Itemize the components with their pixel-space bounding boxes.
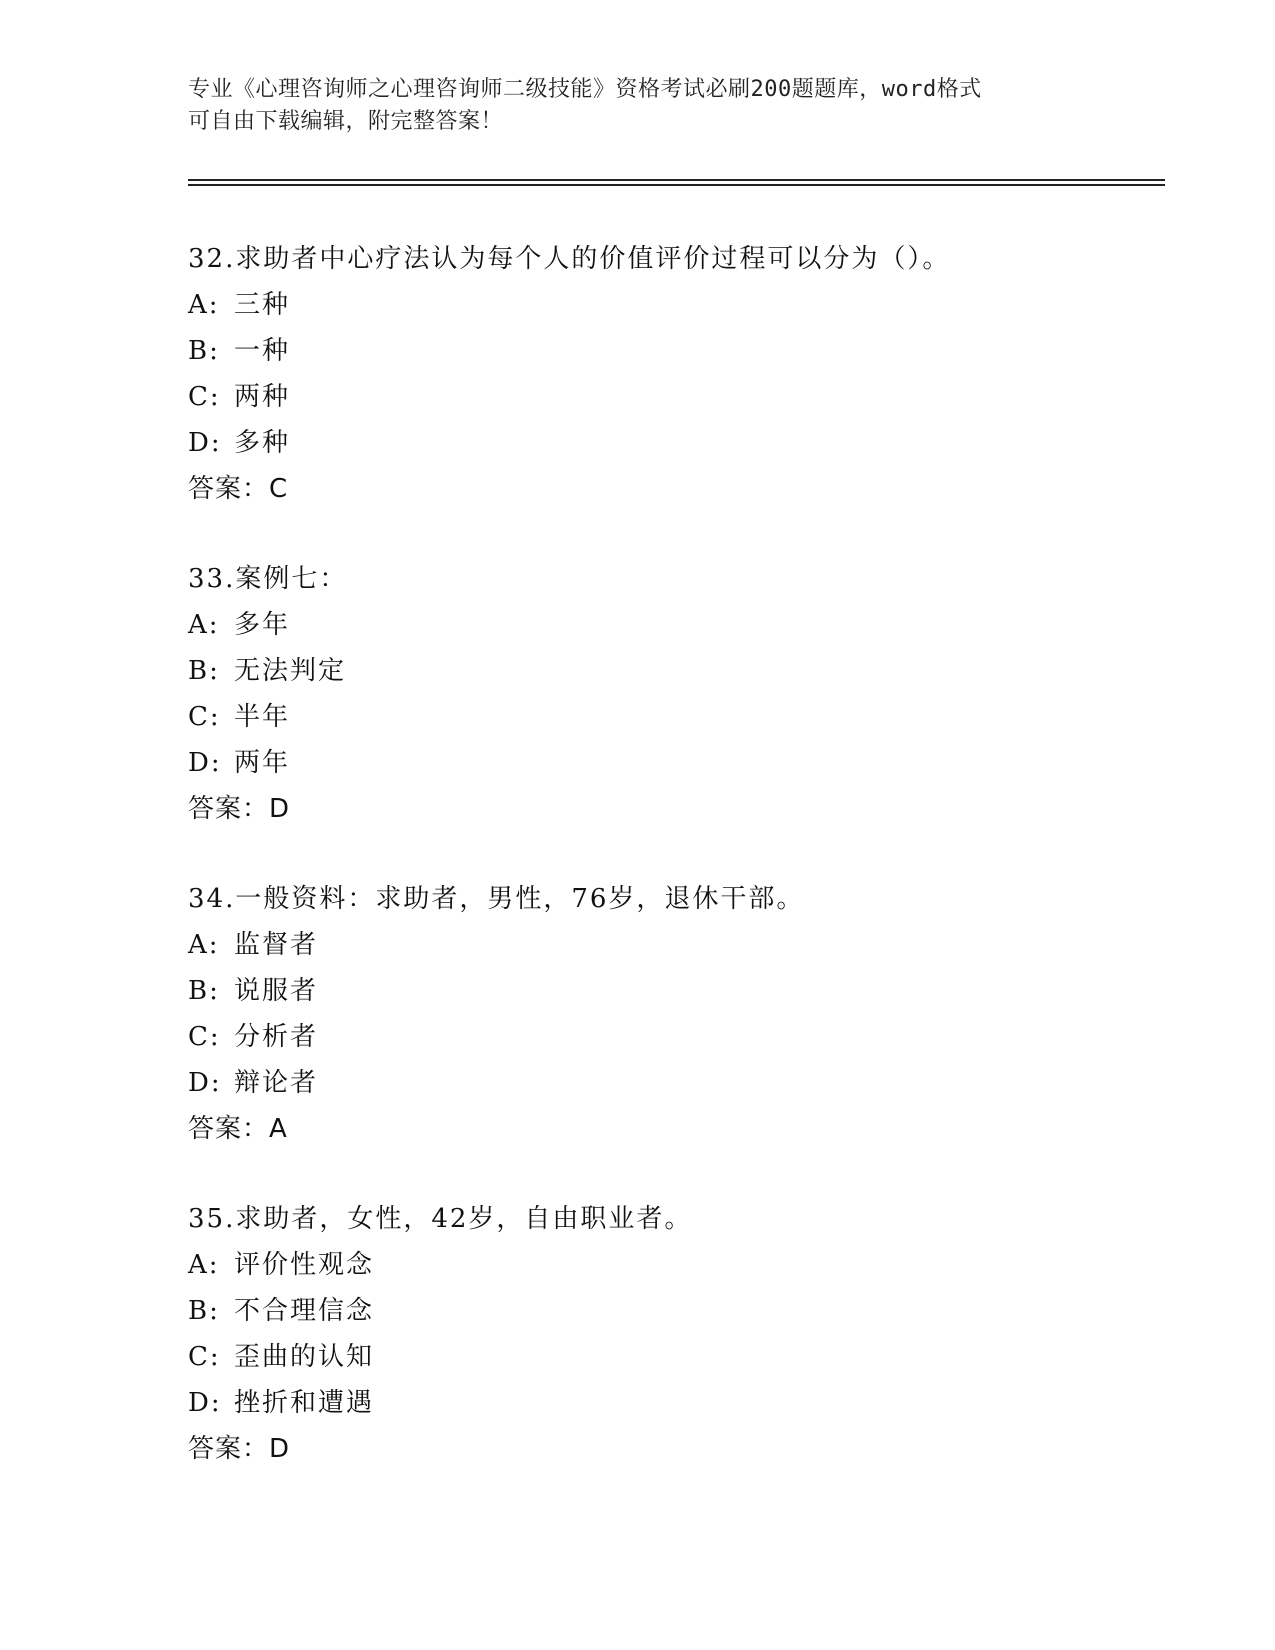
- option-a: [188, 922, 1168, 968]
- option-text: 辩论者: [234, 1068, 319, 1098]
- option-text: 监督者: [234, 930, 319, 960]
- option-c: [188, 1334, 1168, 1380]
- header-divider-bottom: [188, 184, 1165, 186]
- question-title: 35.求助者，女性，42岁，自由职业者。: [188, 1204, 693, 1234]
- question-title: 32.求助者中心疗法认为每个人的价值评价过程可以分为（）。: [188, 244, 951, 274]
- option-letter: D:: [188, 428, 222, 458]
- question-32: [188, 236, 1168, 556]
- option-letter: C:: [188, 382, 221, 412]
- option-d: [188, 1060, 1168, 1106]
- question-title: 34.一般资料：求助者，男性，76岁，退休干部。: [188, 884, 805, 914]
- option-letter: B:: [188, 976, 220, 1006]
- option-text: 分析者: [234, 1022, 319, 1052]
- option-b: [188, 328, 1168, 374]
- answer-line: 答案：C: [188, 474, 289, 504]
- option-letter: C:: [188, 1342, 221, 1372]
- option-text: 评价性观念: [234, 1250, 375, 1280]
- option-text: 多年: [234, 610, 291, 640]
- option-text: 多种: [234, 428, 291, 458]
- header-line-1: 专业《心理咨询师之心理咨询师二级技能》资格考试必刷200题题库，word格式: [188, 77, 982, 102]
- option-letter: D:: [188, 1388, 222, 1418]
- option-letter: B:: [188, 656, 220, 686]
- option-text: 两种: [234, 382, 291, 412]
- option-b: [188, 1288, 1168, 1334]
- option-text: 说服者: [234, 976, 319, 1006]
- answer-line: 答案：D: [188, 1434, 291, 1464]
- option-text: 一种: [234, 336, 291, 366]
- answer-line: 答案：D: [188, 794, 291, 824]
- option-text: 无法判定: [234, 656, 347, 686]
- option-c: [188, 1014, 1168, 1060]
- option-a: [188, 1242, 1168, 1288]
- document-header: [188, 74, 1088, 138]
- option-text: 半年: [234, 702, 291, 732]
- question-34: [188, 876, 1168, 1196]
- option-text: 不合理信念: [234, 1296, 375, 1326]
- option-letter: B:: [188, 336, 220, 366]
- option-c: [188, 694, 1168, 740]
- option-letter: C:: [188, 702, 221, 732]
- question-title: 33.案例七：: [188, 564, 348, 594]
- header-divider-top: [188, 179, 1165, 181]
- question-33: [188, 556, 1168, 876]
- option-d: [188, 740, 1168, 786]
- option-text: 歪曲的认知: [234, 1342, 375, 1372]
- option-letter: D:: [188, 1068, 222, 1098]
- option-d: [188, 1380, 1168, 1426]
- option-letter: A:: [188, 930, 220, 960]
- option-letter: D:: [188, 748, 222, 778]
- option-b: [188, 648, 1168, 694]
- option-d: [188, 420, 1168, 466]
- option-letter: A:: [188, 610, 220, 640]
- question-35: [188, 1196, 1168, 1516]
- option-c: [188, 374, 1168, 420]
- option-letter: C:: [188, 1022, 221, 1052]
- option-b: [188, 968, 1168, 1014]
- option-letter: A:: [188, 290, 220, 320]
- option-letter: B:: [188, 1296, 220, 1326]
- option-text: 挫折和遭遇: [234, 1388, 375, 1418]
- option-a: [188, 602, 1168, 648]
- option-text: 两年: [234, 748, 291, 778]
- header-line-2: 可自由下载编辑，附完整答案！: [188, 109, 504, 134]
- option-text: 三种: [234, 290, 291, 320]
- answer-line: 答案：A: [188, 1114, 288, 1144]
- option-letter: A:: [188, 1250, 220, 1280]
- question-list: [188, 236, 1168, 1516]
- option-a: [188, 282, 1168, 328]
